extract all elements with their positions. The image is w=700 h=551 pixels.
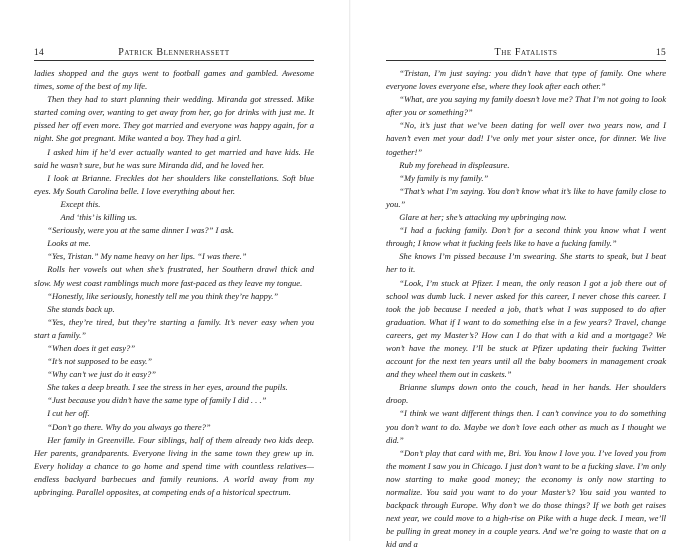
paragraph: Her family in Greenville. Four siblings, half of them already two kids deep. Her parents, grandparents. Everyone living in the same town they grew up in. Every holiday a chance to go home and spend time with countless relatives—endless backyard barbecues and family reunions. A world away from my upbringing. Parallel opposites, at competing ends of a historical spectrum.	[34, 434, 314, 497]
paragraph: I asked him if he’d ever actually wanted to get married and have kids. He said he wasn’t sure, but he was sure Miranda did, and he loved her.	[34, 146, 314, 170]
paragraph: Except this.	[60, 198, 101, 209]
paragraph: “Seriously, were you at the same dinner I was?” I ask.	[47, 225, 234, 236]
paragraph: “Don’t play that card with me, Bri. You know I love you. I’ve loved you from the moment I saw you in Chicago. I just don’t want to be a fucking slave. I’m only now starting to make good money; the economy is only now starting to normalize. You said you want to do your Master’s? You said you wanted to backpack through Europe. Why don’t we do those things? If we both get raises next year, we could move to a high-rise on Pike with a huge deck. I mean, we’ll be pulling in great money in a couple years. And we’re going to waste that on a kid and a	[386, 447, 666, 550]
paragraph: She takes a deep breath. I see the stress in her eyes, around the pupils.	[47, 382, 288, 393]
paragraph: “Look, I’m stuck at Pfizer. I mean, the only reason I got a job there out of school was dumb luck. I never asked for this career, I never chose this career. I took the job because I needed a job, that’s what I was supposed to do after graduation. What if I want to do something else in a few years? Travel, change careers, get my Master’s? How can I do that with a kid and a mortgage? We won’t have the money. I’ll be stuck at Pfizer updating their fucking Twitter account for the next ten years until all the baby boomers in management croak and they wheel them out in caskets.”	[386, 277, 666, 380]
paragraph: “Honestly, like seriously, honestly tell me you think they’re happy.”	[47, 290, 279, 301]
paragraph: I cut her off.	[47, 408, 90, 419]
paragraph: “Why can’t we just do it easy?”	[47, 369, 156, 380]
header-rule	[34, 60, 314, 61]
left-page	[0, 0, 350, 541]
paragraph: She knows I’m pissed because I’m swearing. She starts to speak, but I beat her to it.	[386, 251, 666, 275]
paragraph: “My family is my family.”	[399, 172, 489, 183]
paragraph: “I had a fucking family. Don’t for a second think you know what I went through; I know what it fucking feels like to have a fucking family.”	[386, 225, 666, 249]
right-page-body	[386, 67, 666, 551]
running-head: Patrick Blennerhassett	[118, 47, 230, 58]
page-number: 14	[34, 48, 44, 58]
page-number: 15	[656, 48, 666, 58]
header-rule	[386, 60, 666, 61]
paragraph: Rub my forehead in displeasure.	[399, 159, 510, 170]
running-head: The Fatalists	[494, 47, 558, 58]
paragraph: I look at Brianne. Freckles dot her shoulders like constellations. Soft blue eyes. My South Carolina belle. I love everything about her.	[34, 172, 314, 196]
paragraph: “Just because you didn’t have the same type of family I did . . .”	[47, 395, 267, 406]
paragraph: She stands back up.	[47, 303, 115, 314]
paragraph: And ‘this’ is killing us.	[60, 212, 138, 223]
paragraph: “When does it get easy?”	[47, 342, 136, 353]
paragraph: “Tristan, I’m just saying: you didn’t have that type of family. One where everyone loves everyone else, where they look after each other.”	[386, 68, 666, 92]
left-page-header	[34, 44, 314, 58]
paragraph: “Yes, they’re tired, but they’re starting a family. It’s never easy when you start a family.”	[34, 316, 314, 340]
paragraph: Glare at her; she’s attacking my upbringing now.	[399, 212, 567, 223]
paragraph: “Yes, Tristan.” My name heavy on her lips. “I was there.”	[47, 251, 247, 262]
paragraph: “What, are you saying my family doesn’t love me? That I’m not going to look after you or something?”	[386, 94, 666, 118]
right-page-header	[386, 44, 666, 58]
paragraph: “No, it’s just that we’ve been dating for well over two years now, and I haven’t even met your dad! I’ve only met your sister once, for dinner. We live together!”	[386, 120, 666, 157]
paragraph: ladies shopped and the guys went to football games and gambled. Awesome times, some of the best of my life.	[34, 68, 314, 92]
paragraph: “I think we want different things then. I can’t convince you to do something you don’t want to do. Maybe we don’t love each other as much as I thought we did.”	[386, 408, 666, 445]
paragraph: “Don’t go there. Why do you always go there?”	[47, 421, 211, 432]
paragraph: Looks at me.	[47, 238, 91, 249]
paragraph: Brianne slumps down onto the couch, head in her hands. Her shoulders droop.	[386, 382, 666, 406]
paragraph: Then they had to start planning their wedding. Miranda got stressed. Mike started coming over, wanting to get away from her, go for drinks with just me. It pissed her off even more. They got married and everyone was happy again, for a night. She got pregnant. Mike wanted a boy. They had a girl.	[34, 94, 314, 144]
paragraph: “That’s what I’m saying. You don’t know what it’s like to have family close to you.”	[386, 185, 666, 209]
left-page-body	[34, 67, 314, 499]
paragraph: “It’s not supposed to be easy.”	[47, 356, 153, 367]
right-page	[350, 0, 700, 550]
paragraph: Rolls her vowels out when she’s frustrated, her Southern drawl thick and slow. My west coast ramblings much more fast-paced as they leave my tongue.	[34, 264, 314, 288]
